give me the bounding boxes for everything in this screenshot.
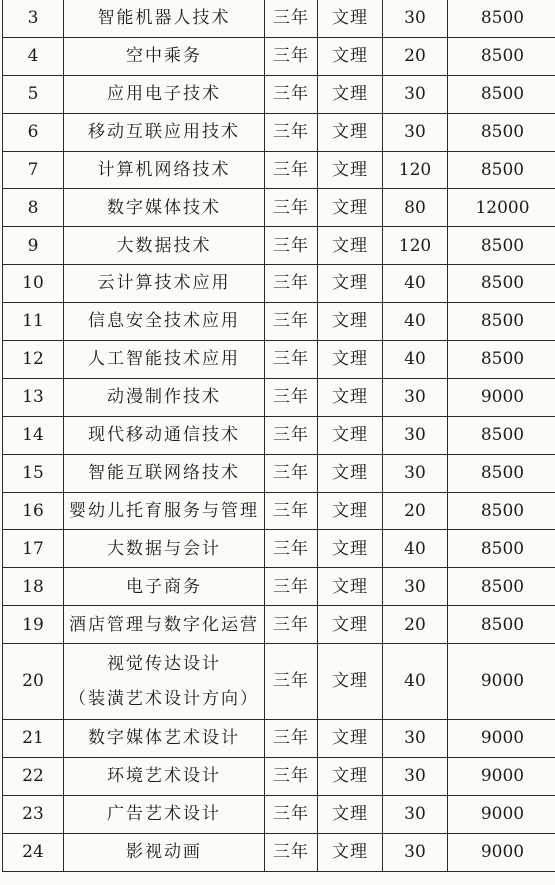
cell-index: 10 [3, 265, 64, 303]
table-row [3, 303, 555, 341]
cell-subject: 文理 [318, 530, 383, 568]
cell-subject: 文理 [318, 795, 383, 833]
cell-plan: 40 [383, 303, 448, 341]
cell-subject: 文理 [318, 189, 383, 227]
table-row [3, 265, 555, 303]
table-row [3, 492, 555, 530]
cell-major: 电子商务 [64, 568, 265, 606]
cell-fee: 9000 [448, 378, 555, 416]
cell-major-line: 视觉传达设计 [107, 654, 221, 675]
cell-index: 6 [3, 113, 64, 151]
cell-plan: 30 [383, 454, 448, 492]
cell-plan: 40 [383, 644, 448, 720]
table-row [3, 37, 555, 75]
cell-index: 5 [3, 75, 64, 113]
cell-fee: 8500 [448, 37, 555, 75]
cell-duration: 三年 [265, 75, 318, 113]
cell-major: 人工智能技术应用 [64, 341, 265, 379]
cell-duration: 三年 [265, 795, 318, 833]
cell-plan: 20 [383, 37, 448, 75]
cell-subject: 文理 [318, 265, 383, 303]
cell-index: 16 [3, 492, 64, 530]
cell-subject: 文理 [318, 833, 383, 871]
cell-subject: 文理 [318, 227, 383, 265]
cell-duration: 三年 [265, 492, 318, 530]
table-row [3, 189, 555, 227]
cell-fee: 8500 [448, 303, 555, 341]
cell-major: 现代移动通信技术 [64, 416, 265, 454]
cell-index: 7 [3, 151, 64, 189]
cell-duration: 三年 [265, 37, 318, 75]
cell-fee: 8500 [448, 265, 555, 303]
table-row [3, 833, 555, 871]
table-row [3, 568, 555, 606]
cell-index: 15 [3, 454, 64, 492]
cell-subject: 文理 [318, 606, 383, 644]
cell-duration: 三年 [265, 568, 318, 606]
cell-subject: 文理 [318, 378, 383, 416]
table-row [3, 341, 555, 379]
cell-duration: 三年 [265, 0, 318, 37]
cell-plan: 30 [383, 568, 448, 606]
cell-index: 20 [3, 644, 64, 720]
cell-fee: 8500 [448, 227, 555, 265]
cell-major: 信息安全技术应用 [64, 303, 265, 341]
cell-major-line: （装潢艺术设计方向） [69, 688, 259, 709]
cell-major: 大数据技术 [64, 227, 265, 265]
cell-plan: 30 [383, 0, 448, 37]
cell-index: 13 [3, 378, 64, 416]
cell-fee: 9000 [448, 644, 555, 720]
cell-plan: 30 [383, 378, 448, 416]
cell-plan: 30 [383, 795, 448, 833]
cell-subject: 文理 [318, 568, 383, 606]
cell-major: 智能机器人技术 [64, 0, 265, 37]
cell-index: 17 [3, 530, 64, 568]
cell-fee: 9000 [448, 833, 555, 871]
cell-subject: 文理 [318, 644, 383, 720]
table-row [3, 0, 555, 37]
cell-fee: 9000 [448, 757, 555, 795]
cell-duration: 三年 [265, 341, 318, 379]
cell-duration: 三年 [265, 606, 318, 644]
cell-plan: 20 [383, 606, 448, 644]
cell-subject: 文理 [318, 151, 383, 189]
cell-fee: 8500 [448, 606, 555, 644]
cell-major: 计算机网络技术 [64, 151, 265, 189]
cell-fee: 8500 [448, 113, 555, 151]
cell-plan: 40 [383, 530, 448, 568]
cell-major: 空中乘务 [64, 37, 265, 75]
cell-duration: 三年 [265, 719, 318, 757]
cell-fee: 8500 [448, 530, 555, 568]
cell-fee: 8500 [448, 492, 555, 530]
cell-major: 智能互联网络技术 [64, 454, 265, 492]
cell-duration: 三年 [265, 833, 318, 871]
table-row [3, 530, 555, 568]
cell-fee: 8500 [448, 454, 555, 492]
cell-subject: 文理 [318, 416, 383, 454]
table-row [3, 227, 555, 265]
cell-fee: 9000 [448, 795, 555, 833]
cell-duration: 三年 [265, 113, 318, 151]
cell-major: 广告艺术设计 [64, 795, 265, 833]
cell-plan: 40 [383, 341, 448, 379]
cell-fee: 8500 [448, 568, 555, 606]
cell-duration: 三年 [265, 151, 318, 189]
major-enrollment-table [2, 0, 555, 872]
cell-major: 大数据与会计 [64, 530, 265, 568]
table-row [3, 378, 555, 416]
cell-major: 数字媒体艺术设计 [64, 719, 265, 757]
cell-duration: 三年 [265, 530, 318, 568]
table-row [3, 606, 555, 644]
cell-index: 14 [3, 416, 64, 454]
cell-index: 18 [3, 568, 64, 606]
cell-plan: 30 [383, 719, 448, 757]
cell-plan: 120 [383, 151, 448, 189]
cell-index: 11 [3, 303, 64, 341]
cell-subject: 文理 [318, 113, 383, 151]
cell-fee: 8500 [448, 75, 555, 113]
cell-fee: 8500 [448, 341, 555, 379]
cell-fee: 9000 [448, 719, 555, 757]
cell-duration: 三年 [265, 378, 318, 416]
table-row [3, 416, 555, 454]
cell-index: 3 [3, 0, 64, 37]
cell-duration: 三年 [265, 265, 318, 303]
cell-major: 动漫制作技术 [64, 378, 265, 416]
cell-subject: 文理 [318, 719, 383, 757]
cell-subject: 文理 [318, 303, 383, 341]
cell-index: 4 [3, 37, 64, 75]
cell-plan: 120 [383, 227, 448, 265]
table-row [3, 757, 555, 795]
table-row [3, 719, 555, 757]
cell-duration: 三年 [265, 227, 318, 265]
cell-fee: 8500 [448, 416, 555, 454]
table-row [3, 454, 555, 492]
cell-plan: 30 [383, 833, 448, 871]
cell-major: 酒店管理与数字化运营 [64, 606, 265, 644]
cell-subject: 文理 [318, 492, 383, 530]
cell-subject: 文理 [318, 0, 383, 37]
cell-plan: 40 [383, 265, 448, 303]
cell-major: 云计算技术应用 [64, 265, 265, 303]
table-body [3, 0, 555, 871]
cell-duration: 三年 [265, 416, 318, 454]
cell-subject: 文理 [318, 341, 383, 379]
cell-subject: 文理 [318, 757, 383, 795]
cell-plan: 30 [383, 75, 448, 113]
cell-duration: 三年 [265, 644, 318, 720]
cell-duration: 三年 [265, 454, 318, 492]
cell-plan: 30 [383, 416, 448, 454]
cell-fee: 8500 [448, 151, 555, 189]
cell-duration: 三年 [265, 303, 318, 341]
cell-index: 23 [3, 795, 64, 833]
table-row [3, 644, 555, 720]
cell-major: 环境艺术设计 [64, 757, 265, 795]
cell-index: 24 [3, 833, 64, 871]
cell-duration: 三年 [265, 757, 318, 795]
cell-plan: 20 [383, 492, 448, 530]
cell-subject: 文理 [318, 75, 383, 113]
cell-major: 移动互联应用技术 [64, 113, 265, 151]
cell-major [64, 644, 265, 720]
cell-subject: 文理 [318, 37, 383, 75]
cell-major: 应用电子技术 [64, 75, 265, 113]
table-row [3, 75, 555, 113]
table-row [3, 151, 555, 189]
table-row [3, 795, 555, 833]
cell-index: 19 [3, 606, 64, 644]
cell-fee: 8500 [448, 0, 555, 37]
cell-major: 数字媒体技术 [64, 189, 265, 227]
cell-subject: 文理 [318, 454, 383, 492]
cell-plan: 30 [383, 113, 448, 151]
cell-index: 22 [3, 757, 64, 795]
cell-fee: 12000 [448, 189, 555, 227]
cell-major: 婴幼儿托育服务与管理 [64, 492, 265, 530]
table-row [3, 113, 555, 151]
cell-index: 9 [3, 227, 64, 265]
cell-plan: 30 [383, 757, 448, 795]
cell-index: 12 [3, 341, 64, 379]
cell-index: 8 [3, 189, 64, 227]
cell-major: 影视动画 [64, 833, 265, 871]
cell-plan: 80 [383, 189, 448, 227]
cell-index: 21 [3, 719, 64, 757]
cell-duration: 三年 [265, 189, 318, 227]
